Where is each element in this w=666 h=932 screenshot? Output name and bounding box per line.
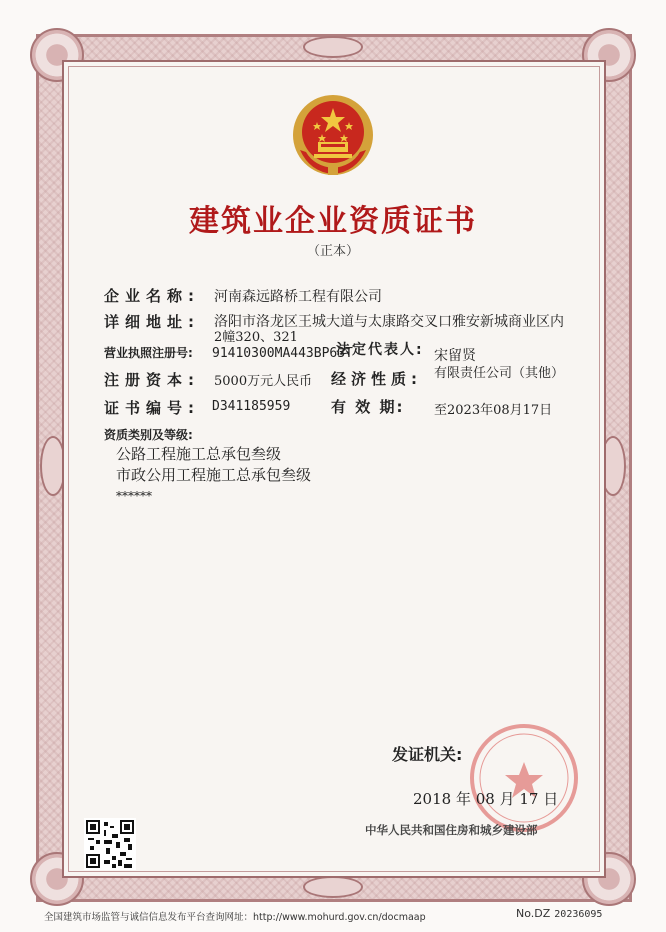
- certificate-title: 建筑业企业资质证书: [189, 204, 477, 239]
- top-ornament: [303, 36, 363, 58]
- economic-type-label: 经济性质:: [331, 370, 422, 388]
- certificate-subtitle: （正本）: [306, 244, 359, 259]
- address-value-line2: 2幢320、321: [214, 330, 298, 345]
- certificate-number-label: 证书编号:: [104, 399, 200, 417]
- capital-label: 注册资本:: [104, 371, 200, 389]
- legal-rep-value: 宋留贤: [434, 348, 476, 364]
- company-name-label: 企业名称:: [104, 287, 200, 305]
- license-value: 91410300MA443BP63T: [212, 346, 353, 361]
- verification-url-text: 全国建筑市场监管与诚信信息发布平台查询网址：http://www.mohurd.gov.cn/docmaap: [44, 912, 426, 923]
- validity-label: 有 效 期:: [331, 398, 405, 416]
- capital-value: 5000万元人民币: [214, 374, 313, 389]
- address-value-line1: 洛阳市洛龙区王城大道与太康路交叉口雅安新城商业区内: [214, 314, 564, 330]
- legal-rep-label: 法定代表人:: [336, 342, 424, 358]
- national-emblem-icon: [290, 92, 376, 178]
- company-name-value: 河南森远路桥工程有限公司: [214, 289, 382, 305]
- bottom-ornament: [303, 876, 363, 898]
- serial-value: 20236095: [554, 909, 603, 920]
- qualification-item: 公路工程施工总承包叁级: [116, 445, 282, 463]
- certificate-number-value: D341185959: [212, 399, 291, 414]
- issuing-ministry: 中华人民共和国住房和城乡建设部: [365, 823, 538, 837]
- validity-value: 至2023年08月17日: [434, 403, 553, 418]
- address-label: 详细地址:: [104, 313, 200, 331]
- economic-type-value: 有限责任公司（其他）: [434, 366, 565, 381]
- qualification-item: 市政公用工程施工总承包叁级: [116, 466, 312, 484]
- qr-code-icon: [84, 818, 136, 870]
- license-label: 营业执照注册号:: [104, 346, 193, 360]
- official-seal-icon: [468, 722, 580, 834]
- serial-label: No.DZ: [516, 907, 551, 920]
- issue-date: 2018 年 08 月 17 日: [413, 790, 559, 808]
- qualification-item: ******: [116, 489, 152, 503]
- serial-number: [516, 907, 602, 920]
- issuer-label: 发证机关:: [392, 745, 463, 764]
- qualification-list: [116, 444, 311, 507]
- qualification-label: 资质类别及等级:: [104, 428, 193, 442]
